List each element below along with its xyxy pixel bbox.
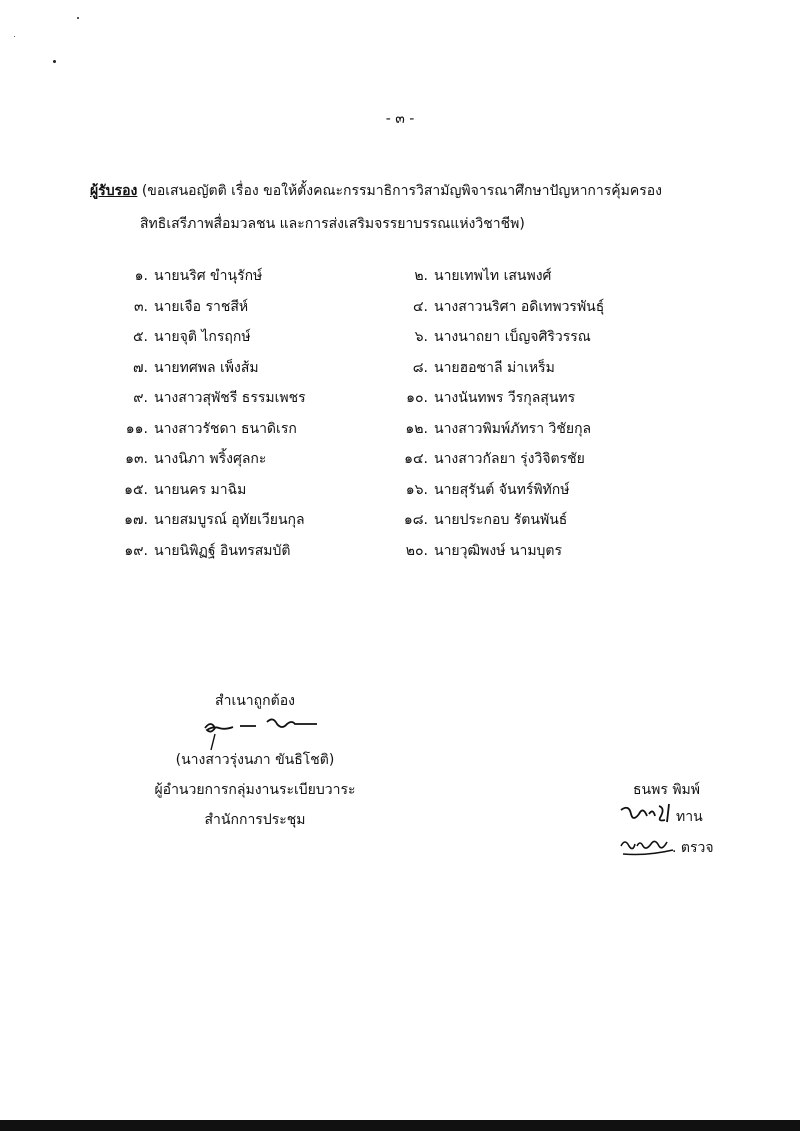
signer-number: ๑๕. [124,481,148,498]
signer-name: นางสาวพิมพ์ภัทรา วิชัยกุล [434,420,592,437]
signer-item [88,387,306,409]
signer-item [368,448,585,470]
signer-item [368,479,570,501]
signer-number: ๑๐. [406,390,428,406]
signer-item [368,357,555,379]
signer-item [88,448,266,470]
signer-number: ๙. [133,390,148,406]
signer-number: ๑. [134,268,148,284]
signer-name: นายเจือ ราชสีห์ [154,298,249,315]
signer-name: นายวุฒิพงษ์ นามบุตร [434,542,563,559]
signer-item [368,265,551,287]
certifier-signature [195,712,355,752]
signer-name: นายสุรันต์ จันทร์พิทักษ์ [434,481,570,498]
signer-number: ๑๒. [405,420,428,437]
signer-number: ๑๑. [125,420,148,437]
signer-name: นายนิพิฏฐ์ อินทรสมบัติ [154,542,291,559]
signer-number: ๑๓. [125,451,148,467]
scan-speck [77,17,79,19]
signer-name: นางสาวรัชดา ธนาดิเรก [154,420,297,437]
signer-item [368,540,562,562]
certifier-title: ผู้อำนวยการกลุ่มงานระเบียบวาระ [154,782,356,798]
signer-name: นางนาถยา เบ็ญจศิริวรรณ [434,329,591,345]
signer-name: นางสาวสุพัชรี ธรรมเพชร [154,390,306,406]
signer-number: ๑๔. [404,451,428,467]
signer-number: ๕. [132,329,148,345]
signer-number: ๖. [414,329,428,345]
signer-item [368,296,604,318]
signer-number: ๔. [412,298,428,315]
signer-number: ๑๘. [403,512,428,528]
scan-speck [53,60,56,63]
signer-item [368,418,591,440]
signer-name: นางนิภา พริ้งศุลกะ [154,451,267,467]
signer-name: นายนริศ ขำนุรักษ์ [154,268,263,284]
signer-name: นายนคร มาฉิม [154,481,247,498]
signer-name: นายเทพไท เสนพงศ์ [434,268,552,284]
signer-item [368,387,575,409]
scan-speck [14,36,15,37]
motion-text-1: (ขอเสนอญัตติ เรื่อง ขอให้ตั้งคณะกรรมาธิการวิสามัญพิจารณาศึกษาปัญหาการคุ้มครอง [137,183,663,199]
heading-line-1 [90,180,662,202]
office-name: สำนักการประชุม [204,812,306,828]
signer-item [88,296,248,318]
typist-name: ธนพร พิมพ์ [633,782,700,798]
page-number: - ๓ - [385,111,415,127]
certifier-name: (นางสาวรุ่งนภา ขันธิโชติ) [175,752,335,768]
signer-number: ๑๙. [124,542,148,559]
signer-name: นายประกอบ รัตนพันธ์ [434,512,568,528]
signer-number: ๑๗. [124,512,148,528]
signer-number: ๒๐. [405,542,428,559]
signer-name: นายทศพล เพ็งส้ม [154,359,259,376]
signer-item [88,540,291,562]
signer-number: ๒. [414,268,428,284]
signer-item [88,265,262,287]
signer-number: ๗. [133,359,148,376]
signer-item [368,326,591,348]
signer-name: นางนันทพร วีรกุลสุนทร [434,390,576,406]
typed-label: ทาน [676,809,703,825]
signer-name: นางสาวนริศา อดิเทพวรพันธุ์ [434,298,605,315]
signer-number: ๓. [133,298,148,315]
signer-item [88,479,246,501]
checked-label: . ตรวจ [672,840,714,856]
signer-name: นางสาวกัลยา รุ่งวิจิตรชัย [434,451,585,467]
true-copy-label: สำเนาถูกต้อง [215,693,295,709]
scan-bottom-edge [0,1120,800,1131]
motion-text-2: สิทธิเสรีภาพสื่อมวลชน และการส่งเสริมจรรยาบรรณแห่งวิชาชีพ) [140,216,525,232]
signer-number: ๘. [412,359,428,376]
signer-item [88,326,251,348]
signer-name: นายฮอซาลี ม่าเหร็ม [434,359,555,376]
signer-item [88,357,259,379]
signer-name: นายสมบูรณ์ อุทัยเวียนกุล [154,512,305,528]
signer-item [88,509,305,531]
signer-number: ๑๖. [405,481,428,498]
signer-item [88,418,297,440]
signer-name: นายจุติ ไกรฤกษ์ [154,329,251,345]
heading-label: ผู้รับรอง [90,183,138,199]
signer-item [368,509,567,531]
